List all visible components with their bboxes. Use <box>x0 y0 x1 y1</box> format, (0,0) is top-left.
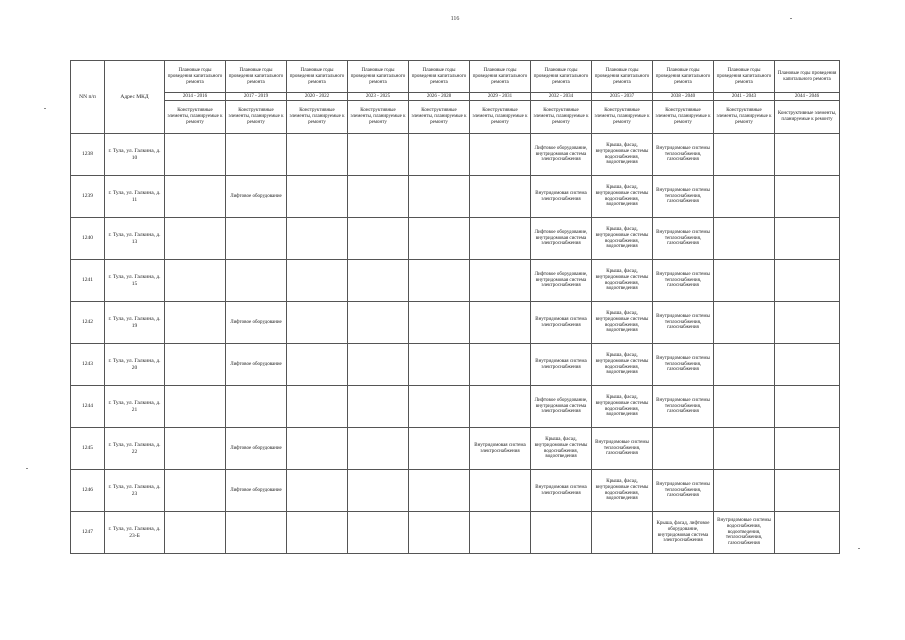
repair-cell <box>409 428 470 470</box>
header-elements: Конструктивные элементы, планируемые к ремонту <box>714 100 775 133</box>
repair-cell <box>714 176 775 218</box>
repair-cell <box>287 386 348 428</box>
repair-cell <box>348 386 409 428</box>
repair-cell <box>287 512 348 554</box>
row-address: г. Тула, ул. Галкина, д. 22 <box>105 428 165 470</box>
header-row-period <box>71 61 840 93</box>
row-address: г. Тула, ул. Галкина, д. 20 <box>105 344 165 386</box>
repair-cell <box>226 218 287 260</box>
header-period: Плановые годы проведения капитального ремонта <box>775 61 840 93</box>
header-elements: Конструктивные элементы, планируемые к ремонту <box>165 100 226 133</box>
repair-cell <box>714 134 775 176</box>
header-years: 2044 - 2046 <box>775 93 840 100</box>
repair-cell <box>348 176 409 218</box>
header-period: Плановые годы проведения капитального ремонта <box>287 61 348 93</box>
repair-cell <box>348 428 409 470</box>
header-years: 2029 - 2031 <box>470 93 531 100</box>
repair-cell <box>165 218 226 260</box>
row-number: 1244 <box>71 386 105 428</box>
table-row <box>71 218 840 260</box>
repair-cell <box>775 260 840 302</box>
capital-repair-schedule-table <box>70 60 840 554</box>
repair-cell <box>775 428 840 470</box>
scan-speck <box>26 468 28 469</box>
header-elements: Конструктивные элементы, планируемые к ремонту <box>287 100 348 133</box>
header-period: Плановые годы проведения капитального ремонта <box>653 61 714 93</box>
header-years: 2023 - 2025 <box>348 93 409 100</box>
table-row <box>71 176 840 218</box>
header-elements: Конструктивные элементы, планируемые к ремонту <box>226 100 287 133</box>
repair-cell <box>775 176 840 218</box>
repair-cell <box>165 176 226 218</box>
repair-cell: Лифтовое оборудование, внутридомовая система электроснабжения <box>531 386 592 428</box>
repair-cell: Внутридомовая система электроснабжения <box>531 344 592 386</box>
header-period: Плановые годы проведения капитального ремонта <box>470 61 531 93</box>
repair-cell: Лифтовое оборудование, внутридомовая система электроснабжения <box>531 260 592 302</box>
repair-cell <box>470 176 531 218</box>
row-number: 1240 <box>71 218 105 260</box>
repair-cell <box>775 470 840 512</box>
header-years: 2020 - 2022 <box>287 93 348 100</box>
repair-cell <box>775 386 840 428</box>
repair-cell <box>714 386 775 428</box>
repair-cell: Внутридомовые системы теплоснабжения, газоснабжения <box>592 428 653 470</box>
repair-cell: Внутридомовые системы теплоснабжения, газоснабжения <box>653 134 714 176</box>
repair-cell <box>348 218 409 260</box>
repair-cell: Внутридомовые системы теплоснабжения, газоснабжения <box>653 260 714 302</box>
repair-cell <box>348 344 409 386</box>
row-number: 1239 <box>71 176 105 218</box>
repair-cell: Крыша, фасад, внутридомовые системы водоснабжения, водоотведения <box>592 260 653 302</box>
header-period: Плановые годы проведения капитального ремонта <box>409 61 470 93</box>
header-elements: Конструктивные элементы, планируемые к ремонту <box>592 100 653 133</box>
repair-cell <box>165 302 226 344</box>
repair-cell <box>409 512 470 554</box>
repair-cell <box>470 470 531 512</box>
header-years: 2017 - 2019 <box>226 93 287 100</box>
repair-cell <box>165 512 226 554</box>
repair-cell <box>348 470 409 512</box>
row-address: г. Тула, ул. Галкина, д. 10 <box>105 134 165 176</box>
repair-cell <box>409 260 470 302</box>
header-num: NN п/п <box>71 61 105 134</box>
repair-cell <box>714 218 775 260</box>
repair-cell <box>165 260 226 302</box>
repair-cell <box>348 134 409 176</box>
repair-cell: Крыша, фасад, внутридомовые системы водоснабжения, водоотведения <box>592 176 653 218</box>
repair-cell: Лифтовое оборудование, внутридомовая система электроснабжения <box>531 134 592 176</box>
repair-cell <box>165 386 226 428</box>
repair-cell <box>287 176 348 218</box>
repair-cell <box>470 134 531 176</box>
row-number: 1238 <box>71 134 105 176</box>
repair-cell <box>348 512 409 554</box>
repair-cell: Внутридомовые системы теплоснабжения, газоснабжения <box>653 218 714 260</box>
row-address: г. Тула, ул. Галкина, д. 23-Б <box>105 512 165 554</box>
repair-cell <box>226 260 287 302</box>
repair-cell: Лифтовое оборудование <box>226 302 287 344</box>
table-row <box>71 260 840 302</box>
header-years: 2026 - 2028 <box>409 93 470 100</box>
row-address: г. Тула, ул. Галкина, д. 23 <box>105 470 165 512</box>
repair-cell <box>287 302 348 344</box>
row-address: г. Тула, ул. Галкина, д. 15 <box>105 260 165 302</box>
repair-cell: Лифтовое оборудование <box>226 428 287 470</box>
header-period: Плановые годы проведения капитального ремонта <box>592 61 653 93</box>
repair-cell <box>287 428 348 470</box>
repair-cell <box>470 512 531 554</box>
header-period: Плановые годы проведения капитального ремонта <box>226 61 287 93</box>
repair-cell <box>714 260 775 302</box>
table-row <box>71 134 840 176</box>
repair-cell <box>409 470 470 512</box>
row-address: г. Тула, ул. Галкина, д. 19 <box>105 302 165 344</box>
row-address: г. Тула, ул. Галкина, д. 11 <box>105 176 165 218</box>
repair-cell <box>775 302 840 344</box>
page-number: 116 <box>450 16 460 22</box>
repair-cell: Внутридомовые системы водоснабжения, водоотведения, теплоснабжения, газоснабжения <box>714 512 775 554</box>
repair-cell <box>409 134 470 176</box>
repair-cell <box>775 134 840 176</box>
repair-cell <box>409 386 470 428</box>
header-years: 2035 - 2037 <box>592 93 653 100</box>
repair-cell: Крыша, фасад, внутридомовые системы водоснабжения, водоотведения <box>531 428 592 470</box>
repair-cell <box>714 344 775 386</box>
repair-cell: Крыша, фасад, внутридомовые системы водоснабжения, водоотведения <box>592 386 653 428</box>
repair-cell: Внутридомовые системы теплоснабжения, газоснабжения <box>653 302 714 344</box>
header-elements: Конструктивные элементы, планируемые к ремонту <box>409 100 470 133</box>
repair-cell: Крыша, фасад, внутридомовые системы водоснабжения, водоотведения <box>592 344 653 386</box>
repair-cell <box>409 176 470 218</box>
repair-cell: Внутридомовые системы теплоснабжения, газоснабжения <box>653 386 714 428</box>
header-period: Плановые годы проведения капитального ремонта <box>348 61 409 93</box>
repair-cell: Крыша, фасад, лифтовое оборудование, внутридомовая система электроснабжения <box>653 512 714 554</box>
repair-cell <box>775 218 840 260</box>
repair-cell <box>592 512 653 554</box>
repair-cell <box>470 218 531 260</box>
repair-cell <box>714 302 775 344</box>
repair-cell <box>714 470 775 512</box>
header-row-years <box>71 93 840 100</box>
repair-cell: Лифтовое оборудование <box>226 344 287 386</box>
repair-cell: Внутридомовые системы теплоснабжения, газоснабжения <box>653 344 714 386</box>
row-number: 1243 <box>71 344 105 386</box>
repair-cell <box>409 302 470 344</box>
repair-cell: Крыша, фасад, внутридомовые системы водоснабжения, водоотведения <box>592 218 653 260</box>
repair-cell: Внутридомовая система электроснабжения <box>531 470 592 512</box>
repair-cell <box>287 218 348 260</box>
table-row <box>71 512 840 554</box>
header-elements: Конструктивные элементы, планируемые к ремонту <box>470 100 531 133</box>
repair-cell <box>226 134 287 176</box>
repair-cell <box>470 344 531 386</box>
repair-cell <box>470 260 531 302</box>
table-row <box>71 302 840 344</box>
header-years: 2014 - 2016 <box>165 93 226 100</box>
row-number: 1241 <box>71 260 105 302</box>
repair-cell <box>226 512 287 554</box>
header-row-elements <box>71 100 840 133</box>
table-row <box>71 428 840 470</box>
repair-cell: Внутридомовая система электроснабжения <box>470 428 531 470</box>
header-years: 2038 - 2040 <box>653 93 714 100</box>
table-row <box>71 470 840 512</box>
repair-cell <box>226 386 287 428</box>
repair-cell: Внутридомовые системы теплоснабжения, газоснабжения <box>653 176 714 218</box>
repair-cell <box>653 428 714 470</box>
header-elements: Конструктивные элементы, планируемые к ремонту <box>775 100 840 133</box>
repair-cell <box>531 512 592 554</box>
header-elements: Конструктивные элементы, планируемые к ремонту <box>653 100 714 133</box>
header-period: Плановые годы проведения капитального ремонта <box>165 61 226 93</box>
repair-cell: Внутридомовые системы теплоснабжения, газоснабжения <box>653 470 714 512</box>
repair-cell <box>409 218 470 260</box>
repair-cell <box>470 386 531 428</box>
table-row <box>71 344 840 386</box>
row-number: 1247 <box>71 512 105 554</box>
header-years: 2041 - 2043 <box>714 93 775 100</box>
repair-cell <box>775 344 840 386</box>
repair-cell <box>714 428 775 470</box>
repair-cell <box>287 344 348 386</box>
header-years: 2032 - 2034 <box>531 93 592 100</box>
repair-cell: Лифтовое оборудование <box>226 470 287 512</box>
row-address: г. Тула, ул. Галкина, д. 21 <box>105 386 165 428</box>
table-row <box>71 386 840 428</box>
repair-cell <box>287 260 348 302</box>
repair-cell <box>348 302 409 344</box>
header-period: Плановые годы проведения капитального ремонта <box>531 61 592 93</box>
repair-cell: Крыша, фасад, внутридомовые системы водоснабжения, водоотведения <box>592 302 653 344</box>
repair-cell <box>470 302 531 344</box>
repair-cell: Внутридомовая система электроснабжения <box>531 302 592 344</box>
row-number: 1246 <box>71 470 105 512</box>
header-elements: Конструктивные элементы, планируемые к ремонту <box>348 100 409 133</box>
repair-cell: Крыша, фасад, внутридомовые системы водоснабжения, водоотведения <box>592 470 653 512</box>
header-period: Плановые годы проведения капитального ремонта <box>714 61 775 93</box>
repair-cell: Внутридомовая система электроснабжения <box>531 176 592 218</box>
row-address: г. Тула, ул. Галкина, д. 13 <box>105 218 165 260</box>
repair-cell <box>775 512 840 554</box>
repair-cell <box>287 134 348 176</box>
repair-cell: Лифтовое оборудование, внутридомовая система электроснабжения <box>531 218 592 260</box>
scan-speck <box>44 108 46 109</box>
repair-cell <box>348 260 409 302</box>
repair-cell <box>409 344 470 386</box>
repair-cell <box>165 134 226 176</box>
repair-cell <box>165 470 226 512</box>
row-number: 1242 <box>71 302 105 344</box>
repair-cell <box>287 470 348 512</box>
scan-speck <box>858 548 860 549</box>
header-address: Адрес МКД <box>105 61 165 134</box>
scan-speck <box>790 18 792 19</box>
repair-cell: Лифтовое оборудование <box>226 176 287 218</box>
row-number: 1245 <box>71 428 105 470</box>
header-elements: Конструктивные элементы, планируемые к ремонту <box>531 100 592 133</box>
repair-cell <box>165 428 226 470</box>
repair-cell <box>165 344 226 386</box>
repair-cell: Крыша, фасад, внутридомовые системы водоснабжения, водоотведения <box>592 134 653 176</box>
